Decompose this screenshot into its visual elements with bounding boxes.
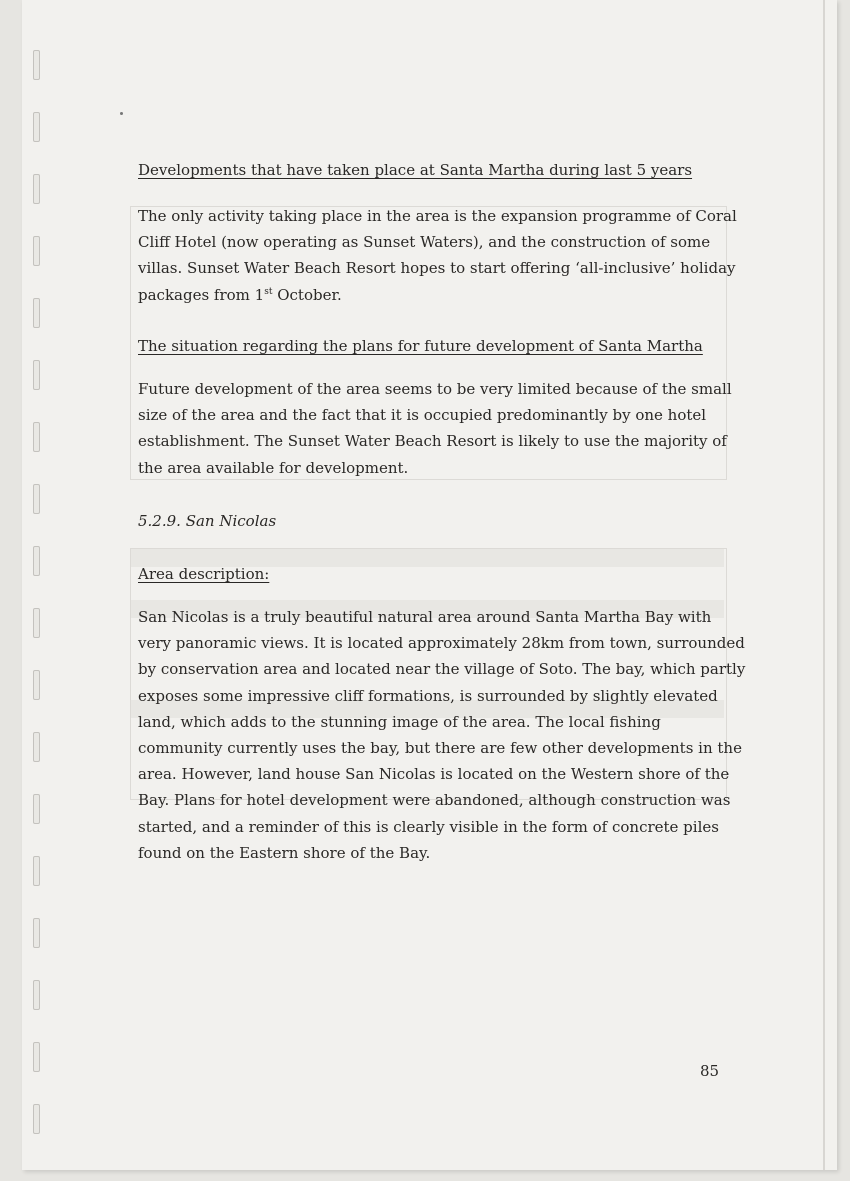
binding-hole <box>33 608 40 638</box>
section-number: 5.2.9. San Nicolas <box>138 512 277 530</box>
binding-hole <box>33 484 40 514</box>
text-line: exposes some impressive cliff formations, is surrounded by slightly elevated <box>138 686 718 705</box>
text-line: San Nicolas is a truly beautiful natural area around Santa Martha Bay with <box>138 608 712 626</box>
text-line: the area available for development. <box>138 458 409 477</box>
binding-hole <box>33 174 40 204</box>
binding-hole <box>33 422 40 452</box>
text-line: community currently uses the bay, but there are few other developments in the <box>138 739 742 758</box>
text-line: area. However, land house San Nicolas is located on the Western shore of the <box>138 765 730 784</box>
paragraph-developments <box>138 203 738 308</box>
text-line: very panoramic views. It is located approximately 28km from town, surrounded <box>138 634 745 653</box>
binding-hole <box>33 360 40 390</box>
binding-hole <box>33 980 40 1010</box>
text-line: Cliff Hotel (now operating as Sunset Waters), and the construction of some <box>138 233 711 252</box>
text-line: Bay. Plans for hotel development were abandoned, although construction was <box>138 791 731 810</box>
paragraph-area-description <box>138 604 746 866</box>
binding-hole <box>33 50 40 80</box>
binding-holes <box>33 50 43 1150</box>
text-line: Future development of the area seems to be very limited because of the small <box>138 380 732 398</box>
binding-hole <box>33 1042 40 1072</box>
heading-future: The situation regarding the plans for future development of Santa Martha <box>138 337 703 355</box>
page-edge <box>823 0 825 1170</box>
binding-hole <box>33 298 40 328</box>
text-line: found on the Eastern shore of the Bay. <box>138 843 431 862</box>
paragraph-future <box>138 376 738 481</box>
page-number: 85 <box>700 1062 720 1080</box>
text-line <box>138 282 738 308</box>
text-line: The only activity taking place in the area is the expansion programme of Coral <box>138 207 737 225</box>
text-fragment: October. <box>272 285 342 304</box>
heading-developments: Developments that have taken place at Santa Martha during last 5 years <box>138 161 693 179</box>
heading-area-description: Area description: <box>138 565 270 583</box>
binding-hole <box>33 236 40 266</box>
binding-hole <box>33 112 40 142</box>
binding-hole <box>33 918 40 948</box>
speck <box>120 112 123 115</box>
text-line: villas. Sunset Water Beach Resort hopes to start offering ‘all-inclusive’ holiday <box>138 259 736 278</box>
binding-hole <box>33 670 40 700</box>
text-line: size of the area and the fact that it is occupied predominantly by one hotel <box>138 406 707 425</box>
text-line: started, and a reminder of this is clearly visible in the form of concrete piles <box>138 817 719 836</box>
text-line: land, which adds to the stunning image of the area. The local fishing <box>138 712 661 731</box>
binding-hole <box>33 856 40 886</box>
text-line: establishment. The Sunset Water Beach Resort is likely to use the majority of <box>138 432 727 451</box>
text-line: by conservation area and located near the village of Soto. The bay, which partly <box>138 660 746 679</box>
binding-hole <box>33 732 40 762</box>
binding-hole <box>33 546 40 576</box>
text-fragment: packages from 1 <box>138 285 265 304</box>
binding-hole <box>33 1104 40 1134</box>
ordinal-suffix: st <box>264 286 273 297</box>
binding-hole <box>33 794 40 824</box>
